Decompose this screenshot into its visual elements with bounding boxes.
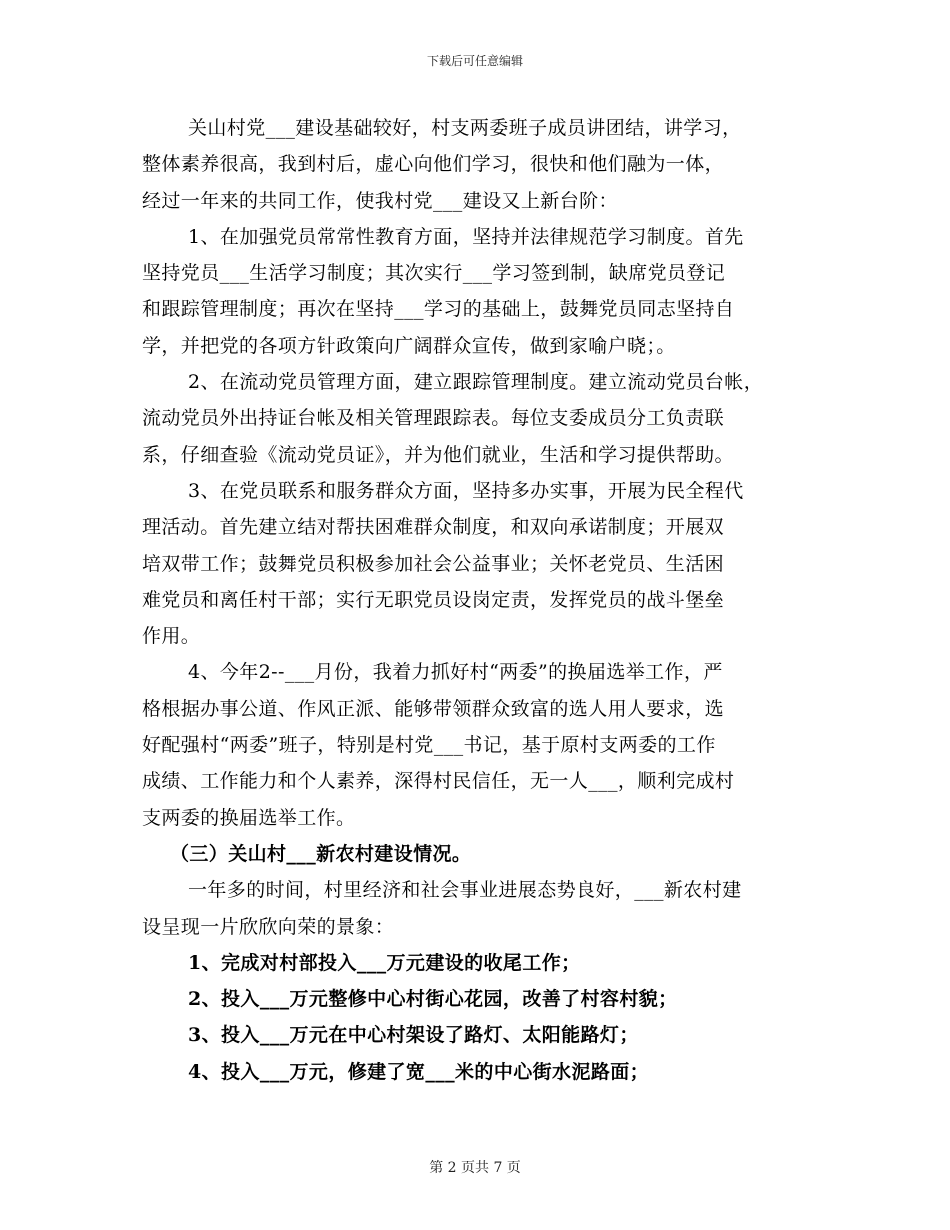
paragraph [142,945,822,1090]
text-line: 流动党员外出持证台帐及相关管理跟踪表。每位支委成员分工负责联 [142,407,725,430]
paragraph [142,473,822,654]
text-line: 格根据办事公道、作风正派、能够带领群众致富的选人用人要求，选 [142,697,725,720]
text-line: 4、今年2--___月份，我着力抓好村“两委”的换届选举工作，严 [188,661,723,684]
paragraph [142,364,822,473]
text-line: （三）关山村___新农村建设情况。 [170,842,472,865]
text-line: 好配强村“两委”班子，特别是村党___书记，基于原村支两委的工作 [142,734,716,757]
text-line: 整体素养很高，我到村后，虚心向他们学习，很快和他们融为一体， [142,153,725,176]
text-line: 作用。 [142,625,201,648]
page-footer: 第 2 页共 7 页 [429,1160,521,1176]
text-line: 和跟踪管理制度；再次在坚持___学习的基础上，鼓舞党员同志坚持自 [142,298,735,321]
text-line: 设呈现一片欣欣向荣的景象： [142,915,395,938]
text-line: 3、投入___万元在中心村架设了路灯、太阳能路灯； [188,1024,639,1047]
page-header: 下载后可任意编辑 [426,54,523,68]
text-line: 经过一年来的共同工作，使我村党___建设又上新台阶： [142,189,618,212]
paragraph [142,872,822,945]
text-line: 2、投入___万元整修中心村街心花园，改善了村容村貌； [188,988,678,1011]
paragraph [142,219,822,364]
text-line: 1、完成对村部投入___万元建设的收尾工作； [188,951,581,974]
paragraph [142,654,822,835]
text-line: 2、在流动党员管理方面，建立跟踪管理制度。建立流动党员台帐， [188,371,764,394]
text-line: 4、投入___万元，修建了宽___米的中心街水泥路面； [188,1060,650,1083]
text-line: 难党员和离任村干部；实行无职党员设岗定责，发挥党员的战斗堡垒 [142,588,725,611]
text-line: 3、在党员联系和服务群众方面，坚持多办实事，开展为民全程代 [188,479,744,502]
text-line: 理活动。首先建立结对帮扶困难群众制度，和双向承诺制度；开展双 [142,516,725,539]
text-line: 支两委的换届选举工作。 [142,806,356,829]
paragraph [142,836,822,872]
text-line: 系，仔细查验《流动党员证》，并为他们就业，生活和学习提供帮助。 [142,443,734,466]
text-line: 培双带工作；鼓舞党员积极参加社会公益事业；关怀老党员、生活困 [142,552,725,575]
text-line: 成绩、工作能力和个人素养，深得村民信任，无一人___，顺利完成村 [142,770,735,793]
text-line: 学，并把党的各项方针政策向广阔群众宣传，做到家喻户晓；。 [142,334,676,357]
paragraph [142,110,822,219]
document-body [142,110,822,1090]
text-line: 一年多的时间，村里经济和社会事业进展态势良好，___新农村建 [188,879,742,902]
text-line: 坚持党员___生活学习制度；其次实行___学习签到制，缺席党员登记 [142,262,726,285]
text-line: 1、在加强党员常常性教育方面，坚持并法律规范学习制度。首先 [188,225,744,248]
text-line: 关山村党___建设基础较好，村支两委班子成员讲团结，讲学习， [188,117,742,139]
